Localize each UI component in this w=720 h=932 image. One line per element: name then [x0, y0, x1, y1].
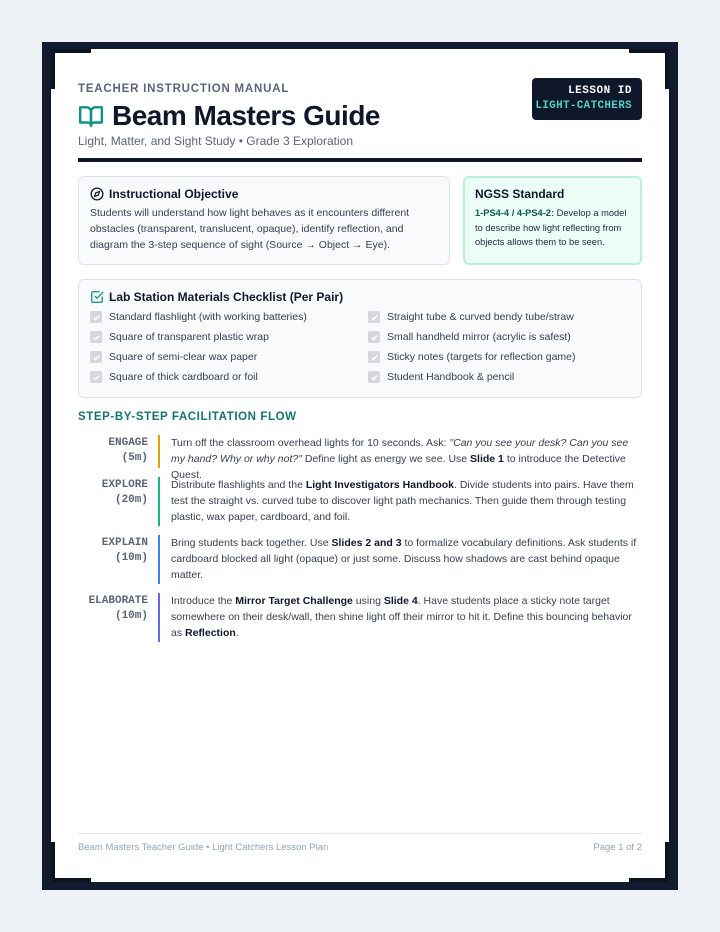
- step-text-segment: Bring students back together. Use: [171, 537, 332, 549]
- step-text-segment: "Can you see your desk? Can you see my hand? Why or why not?": [171, 437, 629, 465]
- material-item: [90, 331, 269, 343]
- step-label: EXPLAIN (10m): [101, 537, 148, 564]
- step-text-segment: to introduce the Detective Quest.: [171, 453, 626, 481]
- objective-text: Students will understand how light behaves as it encounters different obstacles (transparent, translucent, opaque), identify reflection, and diagram the 3-step sequence of sight (Source → Object → Eye).: [90, 207, 410, 251]
- step-accent-bar: [158, 535, 160, 584]
- step-text-segment: Slide 1: [470, 453, 504, 465]
- checked-box-icon: [368, 331, 380, 343]
- step-description: [171, 435, 642, 483]
- page-subtitle: Light, Matter, and Sight Study • Grade 3 Exploration: [78, 134, 354, 148]
- step-text-segment: .: [235, 627, 239, 639]
- material-item: [90, 371, 258, 383]
- step-text-segment: Turn off the classroom overhead lights for 10 seconds. Ask:: [171, 437, 450, 449]
- step-text-segment: Light Investigators Handbook: [305, 479, 455, 491]
- header-divider: [78, 158, 642, 162]
- footer-divider: [78, 833, 642, 834]
- step-text-segment: Slides 2 and 3: [331, 537, 402, 549]
- title-row: [78, 100, 380, 132]
- step-label: ELABORATE (10m): [88, 595, 148, 622]
- step-description: [171, 477, 642, 525]
- checked-box-icon: [90, 331, 102, 343]
- step-text-segment: Mirror Target Challenge: [235, 595, 353, 607]
- flow-section-heading: STEP-BY-STEP FACILITATION FLOW: [78, 411, 297, 423]
- objective-title: Instructional Objective: [109, 187, 239, 201]
- footer-title: Beam Masters Teacher Guide • Light Catchers Lesson Plan: [78, 842, 329, 853]
- materials-card: [78, 279, 642, 398]
- ngss-code: 1-PS4-4 / 4-PS4-2:: [475, 208, 555, 218]
- material-label: Small handheld mirror (acrylic is safest): [387, 331, 571, 343]
- step-text-segment: Distribute flashlights and the: [171, 479, 306, 491]
- objective-header: [90, 187, 438, 201]
- ngss-text: [475, 206, 630, 250]
- step-label: EXPLORE (20m): [101, 479, 148, 506]
- step-label: ENGAGE (5m): [108, 437, 148, 464]
- material-label: Standard flashlight (with working batteries): [109, 311, 307, 323]
- step-accent-bar: [158, 593, 160, 642]
- manual-kicker: TEACHER INSTRUCTION MANUAL: [78, 83, 290, 95]
- material-label: Sticky notes (targets for reflection game): [387, 351, 576, 363]
- step-text-segment: to formalize vocabulary definitions. Ask students if cardboard blocked all light (opaque) or just some. Discuss how shadows are cast behind opaque matter.: [171, 537, 637, 581]
- step-accent-bar: [158, 477, 160, 526]
- checked-box-icon: [90, 351, 102, 363]
- materials-header: [90, 290, 630, 304]
- ngss-title: NGSS Standard: [475, 187, 565, 201]
- step-accent-bar: [158, 435, 160, 468]
- lesson-id-label: LESSON ID: [568, 85, 632, 97]
- checked-box-icon: [90, 311, 102, 323]
- step-text-segment: Define light as energy we see. Use: [301, 453, 471, 465]
- materials-title: Lab Station Materials Checklist (Per Pair): [109, 290, 344, 304]
- open-book-icon: [78, 103, 104, 129]
- checked-box-icon: [368, 351, 380, 363]
- objective-card: [78, 176, 450, 265]
- material-item: [90, 311, 307, 323]
- step-text-segment: . Divide students into pairs. Have them test the straight vs. curved tube to discover light path mechanics. Then guide them through testing plastic, wax paper, cardboard, and foil.: [171, 479, 634, 523]
- checked-box-icon: [368, 311, 380, 323]
- page-title: Beam Masters Guide: [112, 100, 380, 131]
- page-number: Page 1 of 2: [593, 842, 642, 853]
- material-label: Square of semi-clear wax paper: [109, 351, 258, 363]
- step-description: [171, 535, 642, 583]
- step-text-segment: Slide 4: [383, 595, 418, 607]
- checked-box-icon: [90, 371, 102, 383]
- step-text-segment: Reflection: [185, 627, 236, 639]
- step-text-segment: Introduce the: [171, 595, 236, 607]
- step-description: [171, 593, 642, 641]
- lesson-id-badge: [532, 78, 642, 120]
- ngss-standard-card: [463, 176, 642, 265]
- material-item: [368, 371, 514, 383]
- checkbox-icon: [90, 290, 104, 304]
- material-item: [368, 311, 574, 323]
- step-text-segment: using: [352, 595, 384, 607]
- ngss-description: Develop a model to describe how light reflecting from objects allows them to be seen.: [475, 208, 627, 247]
- material-item: [368, 331, 571, 343]
- material-label: Straight tube & curved bendy tube/straw: [387, 311, 574, 323]
- material-label: Student Handbook & pencil: [387, 371, 515, 383]
- compass-icon: [90, 187, 104, 201]
- material-label: Square of thick cardboard or foil: [109, 371, 258, 383]
- material-label: Square of transparent plastic wrap: [109, 331, 269, 343]
- step-text-segment: . Have students place a sticky note target somewhere on their desk/wall, then shine light off their mirror to hit it. Define this bouncing behavior as: [171, 595, 632, 639]
- material-item: [368, 351, 576, 363]
- lesson-id-value: LIGHT-CATCHERS: [535, 100, 632, 112]
- checked-box-icon: [368, 371, 380, 383]
- material-item: [90, 351, 257, 363]
